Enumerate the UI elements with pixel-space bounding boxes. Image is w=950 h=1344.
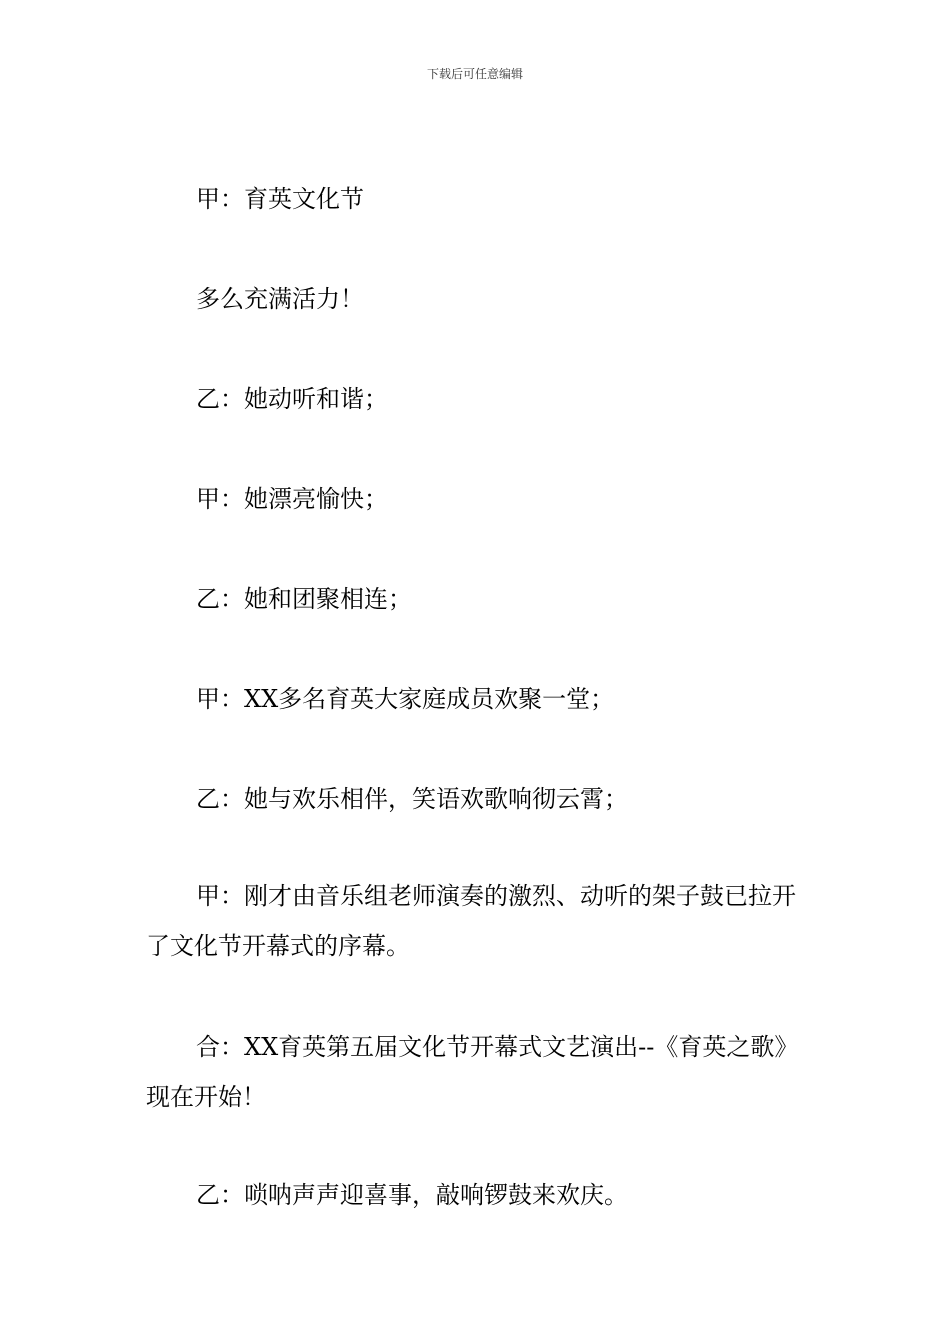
paragraph-9: 合：XX育英第五届文化节开幕式文艺演出--《育英之歌》现在开始！ [146,1033,799,1111]
paragraph-4: 甲：她漂亮愉快； [196,485,388,513]
paragraph-5: 乙：她和团聚相连； [196,585,412,613]
paragraph-2: 多么充满活力！ [196,285,364,313]
paragraph-10: 乙：唢呐声声迎喜事，敲响锣鼓来欢庆。 [196,1181,628,1209]
paragraph-7: 乙：她与欢乐相伴，笑语欢歌响彻云霄； [196,785,628,813]
page-header: 下载后可任意编辑 [426,67,523,81]
paragraph-6: 甲：XX多名育英大家庭成员欢聚一堂； [196,685,615,713]
paragraph-1: 甲：育英文化节 [196,185,364,213]
paragraph-8: 甲：刚才由音乐组老师演奏的激烈、动听的架子鼓已拉开了文化节开幕式的序幕。 [146,882,796,960]
paragraph-3: 乙：她动听和谐； [196,385,388,413]
